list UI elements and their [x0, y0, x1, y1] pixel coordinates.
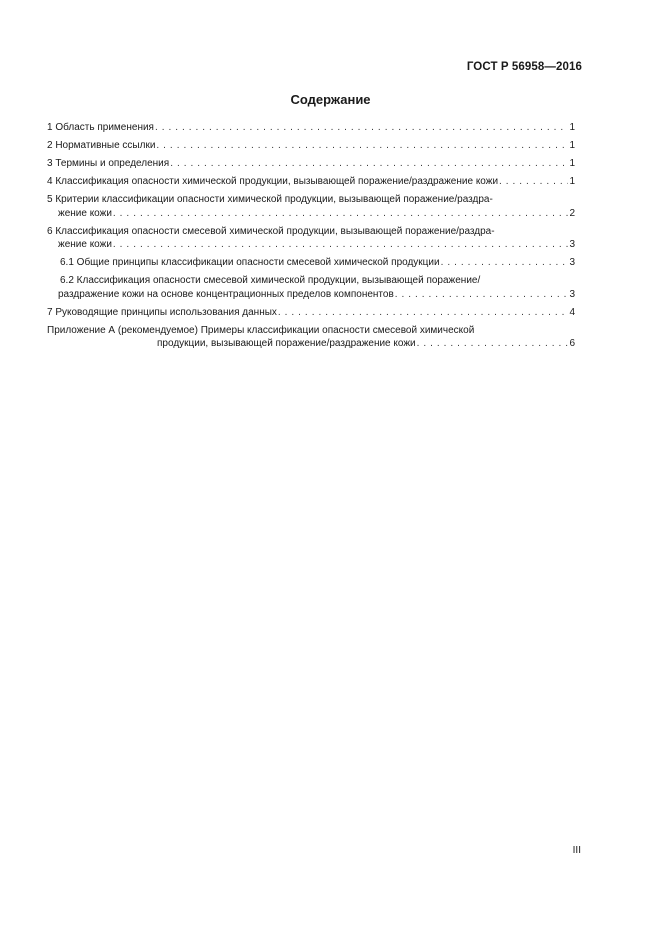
leader-dots: [395, 288, 569, 302]
toc-page-number: 4: [569, 306, 575, 318]
toc-entry-2[interactable]: [47, 139, 575, 153]
toc-page-number: 1: [569, 140, 575, 151]
toc-page-number: 2: [569, 207, 575, 219]
toc-entry-5[interactable]: [47, 193, 575, 220]
toc-entry-title: 3 Термины и определения: [47, 158, 170, 169]
toc-entry-3[interactable]: [47, 157, 575, 171]
leader-dots: [170, 157, 568, 171]
toc-entry-title: 5 Критерии классификации опасности химической продукции, вызывающей поражение/раздра-: [47, 194, 493, 205]
leader-dots: [113, 238, 569, 252]
toc-entry-title: 6 Классификация опасности смесевой химической продукции, вызывающей поражение/раздра-: [47, 225, 495, 237]
toc-page-number: 1: [569, 176, 575, 187]
toc-page-number: 3: [569, 257, 575, 268]
toc-entry-title: 6.1 Общие принципы классификации опасности смесевой химической продукции: [60, 257, 440, 268]
leader-dots: [499, 175, 568, 189]
page-number: III: [572, 845, 581, 856]
page-title: Содержание: [290, 92, 371, 107]
toc-page-number: 3: [569, 239, 575, 250]
table-of-contents: [47, 121, 575, 355]
leader-dots: [278, 306, 569, 320]
toc-entry-title: 2 Нормативные ссылки: [47, 140, 156, 151]
toc-entry-title-cont: продукции, вызывающей поражение/раздражение кожи: [157, 338, 416, 349]
toc-entry-title: Приложение А (рекомендуемое) Примеры классификации опасности смесевой химической: [47, 324, 475, 336]
leader-dots: [156, 139, 568, 153]
toc-entry-6-2[interactable]: [47, 274, 575, 301]
toc-entry-1[interactable]: [47, 121, 575, 135]
toc-entry-title: 1 Область применения: [47, 122, 154, 133]
toc-entry-6[interactable]: [47, 225, 575, 252]
toc-entry-title: 7 Руководящие принципы использования данных: [47, 306, 277, 318]
leader-dots: [441, 256, 569, 270]
toc-entry-title-cont: раздражение кожи на основе концентрационных пределов компонентов: [58, 288, 394, 300]
toc-entry-title-cont: жение кожи: [58, 207, 112, 219]
leader-dots: [113, 207, 569, 221]
toc-entry-title-cont: жение кожи: [58, 239, 112, 250]
toc-entry-appendix-a[interactable]: [47, 324, 575, 351]
document-code: ГОСТ Р 56958—2016: [466, 61, 582, 73]
leader-dots: [417, 337, 569, 351]
toc-page-number: 3: [569, 288, 575, 300]
toc-page-number: 1: [569, 122, 575, 133]
toc-entry-title: 6.2 Классификация опасности смесевой химической продукции, вызывающей поражение/: [60, 275, 481, 286]
toc-page-number: 1: [569, 158, 575, 169]
toc-entry-7[interactable]: [47, 306, 575, 320]
toc-entry-6-1[interactable]: [47, 256, 575, 270]
leader-dots: [155, 121, 568, 135]
toc-page-number: 6: [569, 338, 575, 349]
toc-entry-4[interactable]: [47, 175, 575, 189]
toc-entry-title: 4 Классификация опасности химической продукции, вызывающей поражение/раздражение кожи: [47, 176, 499, 187]
